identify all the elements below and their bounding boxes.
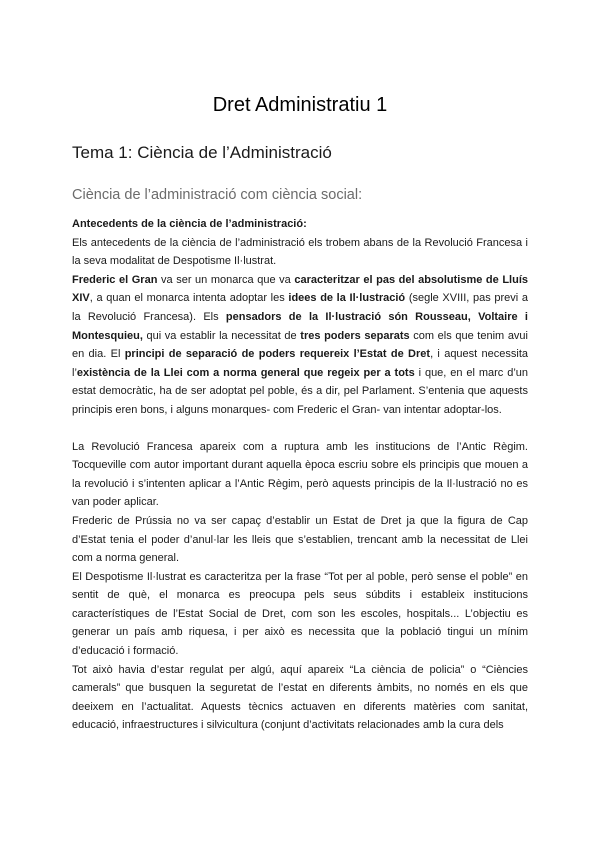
paragraph-frederic-el-gran — [72, 271, 528, 420]
paragraph-ciencia-de-policia: Tot això havia d’estar regulat per algú, aquí apareix “La ciència de policia” o “Ciències camerals” que busquen la seguretat de l’estat en diferents àmbits, no només en els que deeixem en l’actualitat. Aquests tècnics actuaven en diferents matèries com sanitat, educació, infraestructures i silvicultura (conjunt d’activitats relacionades amb la cura dels — [72, 663, 528, 732]
document-body — [72, 215, 528, 735]
bold-text: principi de separació de poders requereix l’Estat de Dret — [124, 348, 431, 361]
bold-text: Frederic el Gran — [72, 273, 158, 286]
document-title: Dret Administratiu 1 — [212, 94, 388, 116]
text-run: , a quan el monarca intenta adoptar les — [89, 292, 289, 305]
bold-text: pensadors de la Il·lustració són Rousseau, Voltaire i Montesquieu, — [72, 310, 528, 342]
paragraph-antecedents: Els antecedents de la ciència de l’administració els trobem abans de la Revolució Francesa i la seva modalitat de Despotisme Il·lustrat. — [72, 236, 528, 268]
text-run: , i aquest necessita l’ — [72, 348, 529, 379]
paragraph-revolucio-francesa: La Revolució Francesa apareix com a ruptura amb les institucions de l’Antic Règim. Tocqueville com autor important durant aquella època escriu sobre els principis que mouen a la revolució i s’intenten aplicar a l’Antic Règim, però aquests principis de la Il·lustració no es van poder aplicar. — [72, 440, 528, 509]
paragraph-frederic-de-prussia: Frederic de Prússia no va ser capaç d’establir un Estat de Dret ja que la figura de Cap d’Estat tenia el poder d’anul·lar les lleis que s’establien, trencant amb la necessitat de Llei com a norma general. — [72, 514, 528, 565]
chapter-heading: Tema 1: Ciència de l’Administració — [72, 143, 332, 162]
subheading: Antecedents de la ciència de l’administració: — [72, 218, 307, 230]
text-run: com els que tenim avui en dia. El — [72, 329, 528, 361]
bold-text: caracteritzar el pas del absolutisme de Lluís XIV — [72, 273, 529, 305]
text-run: qui va establir la necessitat de — [142, 329, 301, 342]
text-run: va ser un monarca que va — [157, 273, 295, 286]
text-run: (segle XVIII, pas previ a la Revolució Francesa). Els — [72, 292, 528, 323]
bold-text: existència de la Llei com a norma general que regeix per a tots — [76, 366, 415, 379]
bold-text: idees de la Il·lustració — [288, 292, 406, 305]
bold-text: tres poders separats — [300, 329, 410, 342]
section-heading: Ciència de l’administració com ciència social: — [72, 187, 363, 203]
text-run: i que, en el marc d’un estat democràtic, ha de ser adoptat pel poble, és a dir, pel Parlament. S’entenia que aquests principis eren bons, i alguns monarques- com Frederic el Gran- van intentar adoptar-los. — [72, 366, 528, 416]
paragraph-despotisme-illustrat: El Despotisme Il·lustrat es caracteritza per la frase “Tot per al poble, però sense el poble” en sentit de què, el monarca es preocupa pels seus súbdits i estableix institucions característiques de l’Estat Social de Dret, com son les escoles, hospitals... L’objectiu es generar un país amb riquesa, i per això es necessita que la població tingui un mínim d’educació i formació. — [72, 570, 528, 658]
